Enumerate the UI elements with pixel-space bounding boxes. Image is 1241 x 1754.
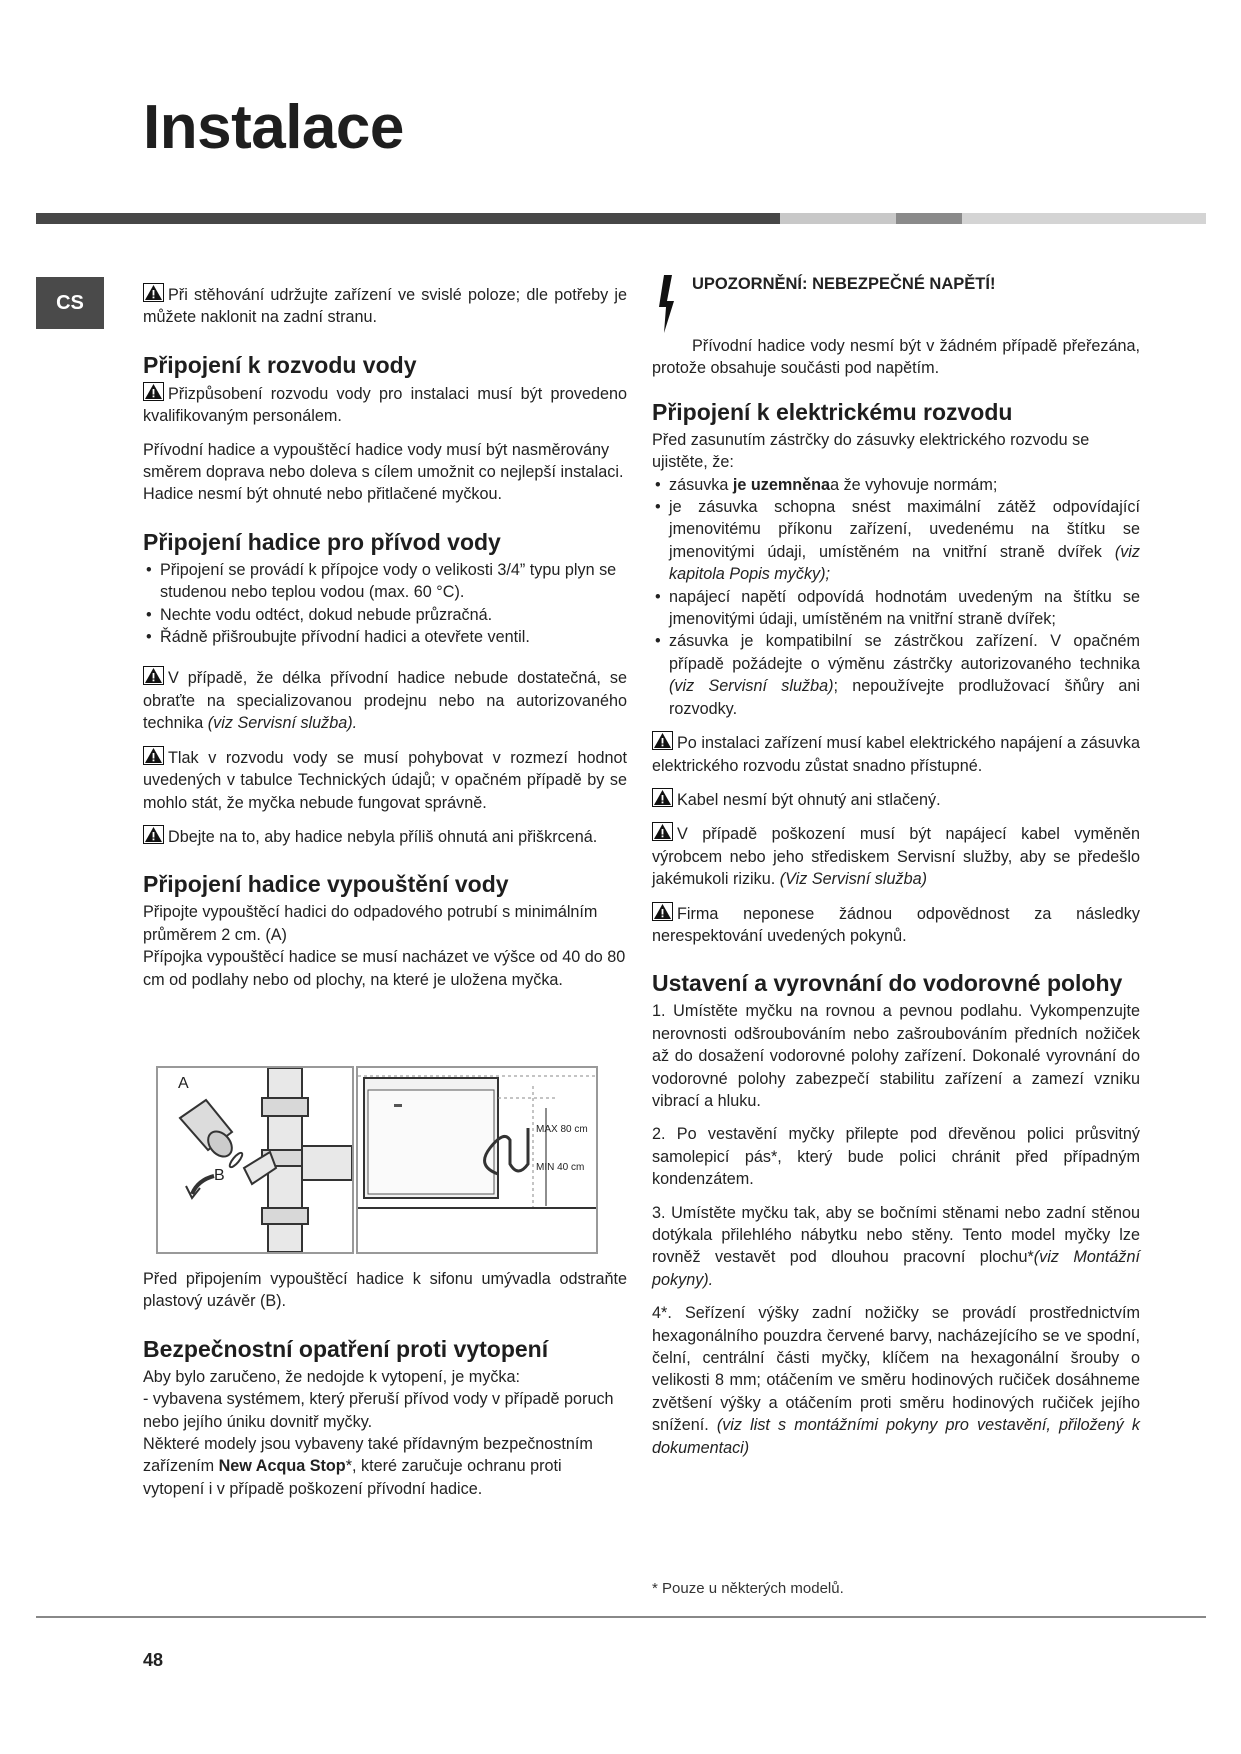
b1c: a že vyhovuje normám;	[830, 475, 998, 494]
before-text: Před zasunutím zástrčky do zásuvky elektrického rozvodu se ujistěte, že:	[652, 430, 1090, 472]
height-figure	[356, 1066, 598, 1254]
heading-inlet: Připojení hadice pro přívod vody	[143, 528, 501, 555]
heading-electric: Připojení k elektrickému rozvodu	[652, 398, 1013, 425]
header-bar-mid	[896, 213, 962, 224]
fig-max-label: MAX 80 cm	[536, 1124, 588, 1135]
header-bar-light-end	[962, 213, 1206, 224]
pressure-note	[143, 746, 627, 814]
liability-note	[652, 902, 1140, 948]
adapt-note	[143, 382, 627, 428]
cable-text: Kabel nesmí být ohnutý ani stlačený.	[677, 790, 941, 809]
b1b: je uzemněna	[732, 475, 831, 494]
access-note	[652, 731, 1140, 777]
heading-level: Ustavení a vyrovnání do vodorovné polohy	[652, 970, 1123, 997]
inlet-list	[143, 559, 627, 649]
siphon-figure	[156, 1066, 354, 1254]
damage-text: V případě poškození musí být napájecí kabel vyměněn výrobcem nebo jeho střediskem Servisní služby, aby se předešlo jakémukoli riziku.	[652, 825, 1140, 889]
warning-icon	[652, 788, 673, 807]
moving-note	[143, 283, 627, 329]
b1a: zásuvka	[669, 475, 733, 494]
heading-drain: Připojení hadice vypouštění vody	[143, 871, 509, 898]
damage-note	[652, 822, 1140, 890]
warning-icon	[143, 825, 164, 844]
fig-label-a: A	[178, 1075, 189, 1092]
lightning-icon	[656, 275, 680, 333]
list-item: • Řádně přišroubujte přívodní hadici a otevřete ventil.	[143, 626, 627, 648]
electric-list	[652, 474, 1140, 720]
l3ref: (viz Montážní pokyny).	[652, 1248, 1140, 1289]
left-column-lower	[143, 1268, 627, 1511]
b4a: zásuvka je kompatibilní se zástrčkou zařízení. V opačném případě požádejte o výměnu zástrčky autorizovaného technika	[669, 632, 1140, 673]
height-illustration	[358, 1068, 596, 1252]
cable-note	[652, 788, 1140, 811]
b4c: ; nepoužívejte prodlužovací šňůry ani rozvodky.	[669, 677, 1140, 718]
l2a: 2. Po vestavění myčky přilepte pod dřevěnou polici průsvitný samolepicí pás	[652, 1125, 1140, 1166]
b4ref: (viz Servisní služba)	[669, 677, 834, 696]
siphon-text: Před připojením vypouštěcí hadice k sifonu umývadla odstraňte plastový uzávěr (B).	[143, 1270, 627, 1311]
level-step-4	[652, 1302, 1140, 1459]
l4ref: (viz list s montážními pokyny pro vestavění, přiložený k dokumentaci)	[652, 1416, 1140, 1457]
page-title: Instalace	[143, 93, 404, 162]
b2ref: (viz kapitola Popis myčky);	[669, 542, 1140, 584]
level-step-1: 1. Umístěte myčku na rovnou a pevnou podlahu. Vykompenzujte nerovnosti odšroubováním nebo zašroubováním předních nožiček až do dosažení vodorovné polohy zařízení. Dokonalé vyrovnání do vodorovné polohy zabezpečí stabilitu zařízení a zamezí vzniku vibrací a hluku.	[652, 1002, 1140, 1110]
pressure-text: Tlak v rozvodu vody se musí pohybovat v rozmezí hodnot uvedených v tabulce Technických údajů; v opačném případě by se mohlo stát, že myčka nebude fungovat správně.	[143, 748, 627, 812]
list-item	[652, 496, 1140, 586]
warning-icon	[143, 666, 164, 685]
l3b: *	[1027, 1248, 1034, 1267]
l4a: 4	[652, 1304, 662, 1323]
heading-water: Připojení k rozvodu vody	[143, 351, 417, 378]
page-number: 48	[143, 1650, 164, 1670]
warning-icon	[143, 382, 164, 401]
adapt-text: Přizpůsobení rozvodu vody pro instalaci musí být provedeno kvalifikovaným personálem.	[143, 384, 627, 426]
moving-text: Při stěhování udržujte zařízení ve svislé poloze; dle potřeby je můžete naklonit na zadní stranu.	[143, 286, 627, 327]
list-item	[652, 474, 1140, 496]
list-item	[652, 630, 1140, 720]
hoses-text-2: Hadice nesmí být ohnuté nebo přitlačené myčkou.	[143, 485, 503, 504]
drain-text-1: Připojte vypouštěcí hadici do odpadového potrubí s minimálním průměrem 2 cm. (A)	[143, 903, 598, 944]
l3a: 3. Umístěte myčku tak, aby se bočními stěnami nebo zadní stěnou dotýkala přilehlého nábytku nebo stěny. Tento model myčky lze rovněž vestavět pod dlouhou pracovní plochu	[652, 1203, 1140, 1267]
drain-text-2: Přípojka vypouštěcí hadice se musí nacházet ve výšce od 40 do 80 cm od podlahy nebo od plochy, na které je uložena myčka.	[143, 948, 626, 989]
damage-ref: (Viz Servisní služba)	[779, 870, 927, 889]
b2: je zásuvka schopna snést maximální zátěž odpovídající jmenovitému příkonu zařízení, uvedenému na štítku se jmenovitými údaji, umístěném na vnitřní straně dvířek	[669, 498, 1140, 561]
l4c: . Seřízení výšky zadní nožičky se provádí prostřednictvím hexagonálního pouzdra červené barvy, nacházejícího se ve spodní, čelní, centrální části myčky, klíčem na hexagonální šrouby o velikosti 8 mm; otáčením ve směru hodinových ručiček dosáhneme zvětšení výšky a otáčením proti směru hodinových ručiček jejího snížení.	[652, 1304, 1140, 1435]
warning-icon	[652, 731, 673, 750]
language-tab: CS	[36, 277, 104, 329]
warning-icon	[143, 746, 164, 765]
list-item: • Připojení se provádí k přípojce vody o velikosti 3/4” typu plyn se studenou nebo teplou vodou (max. 60 °C).	[143, 559, 627, 604]
fig-label-b: B	[214, 1167, 225, 1184]
flood-text-3c: *, které zaručuje ochranu proti vytopení i v případě poškození přívodní hadice.	[143, 1457, 562, 1498]
flood-text-1: Aby bylo zaručeno, že nedojde k vytopení, je myčka:	[143, 1367, 521, 1386]
l2c: , který bude polici chránit před případným kondenzátem.	[652, 1147, 1140, 1189]
right-column	[652, 335, 1140, 1470]
list-item: • napájecí napětí odpovídá hodnotám uvedeným na štítku se jmenovitými údaji, umístěném na vnitřní straně dvířek;	[652, 586, 1140, 631]
kink-text: Dbejte na to, aby hadice nebyla příliš ohnutá ani přiškrcená.	[168, 827, 598, 846]
flood-text-3	[143, 1433, 627, 1500]
header-bar-light	[780, 213, 896, 224]
list-item: • Nechte vodu odtéct, dokud nebude průzračná.	[143, 604, 627, 626]
siphon-illustration	[158, 1068, 352, 1252]
length-text: V případě, že délka přívodní hadice nebude dostatečná, se obraťte na specializovanou prodejnu nebo na autorizovaného technika	[143, 669, 627, 733]
level-step-3	[652, 1202, 1140, 1292]
warning-icon	[652, 902, 673, 921]
fig-min-label: MIN 40 cm	[536, 1162, 585, 1173]
length-note	[143, 666, 627, 734]
l2b: *	[770, 1147, 778, 1166]
flood-text-3a: Některé modely jsou vybaveny také přídavným bezpečnostním zařízením	[143, 1435, 593, 1476]
heading-flood: Bezpečnostní opatření proti vytopení	[143, 1335, 549, 1362]
acqua-stop: New Acqua Stop	[218, 1457, 346, 1476]
footer-divider	[36, 1616, 1206, 1618]
hoses-text: Přívodní hadice a vypouštěcí hadice vody musí být nasměrovány směrem doprava nebo doleva s cílem umožnit co nejlepší instalaci.	[143, 440, 624, 482]
warning-icon	[652, 822, 673, 841]
liability-text: Firma neponese žádnou odpovědnost za následky nerespektování uvedených pokynů.	[652, 904, 1140, 945]
kink-note	[143, 825, 627, 848]
access-text: Po instalaci zařízení musí kabel elektrického napájení a zásuvka elektrického rozvodu zůstat snadno přístupné.	[652, 734, 1140, 775]
service-ref: (viz Servisní služba).	[207, 714, 358, 733]
footnote: * Pouze u některých modelů.	[652, 1580, 844, 1597]
voltage-text: Přívodní hadice vody nesmí být v žádném případě přeřezána, protože obsahuje součásti pod napětím.	[652, 337, 1140, 378]
warning-icon	[143, 283, 164, 302]
level-step-2	[652, 1123, 1140, 1190]
flood-text-2: - vybavena systémem, který přeruší přívod vody v případě poruch nebo jejího úniku dovnitř myčky.	[143, 1390, 614, 1431]
left-column	[143, 283, 627, 1002]
header-bar-dark	[36, 213, 780, 224]
voltage-warning-title: UPOZORNĚNÍ: NEBEZPEČNÉ NAPĚTÍ!	[692, 275, 996, 293]
l4b: *	[661, 1304, 668, 1323]
